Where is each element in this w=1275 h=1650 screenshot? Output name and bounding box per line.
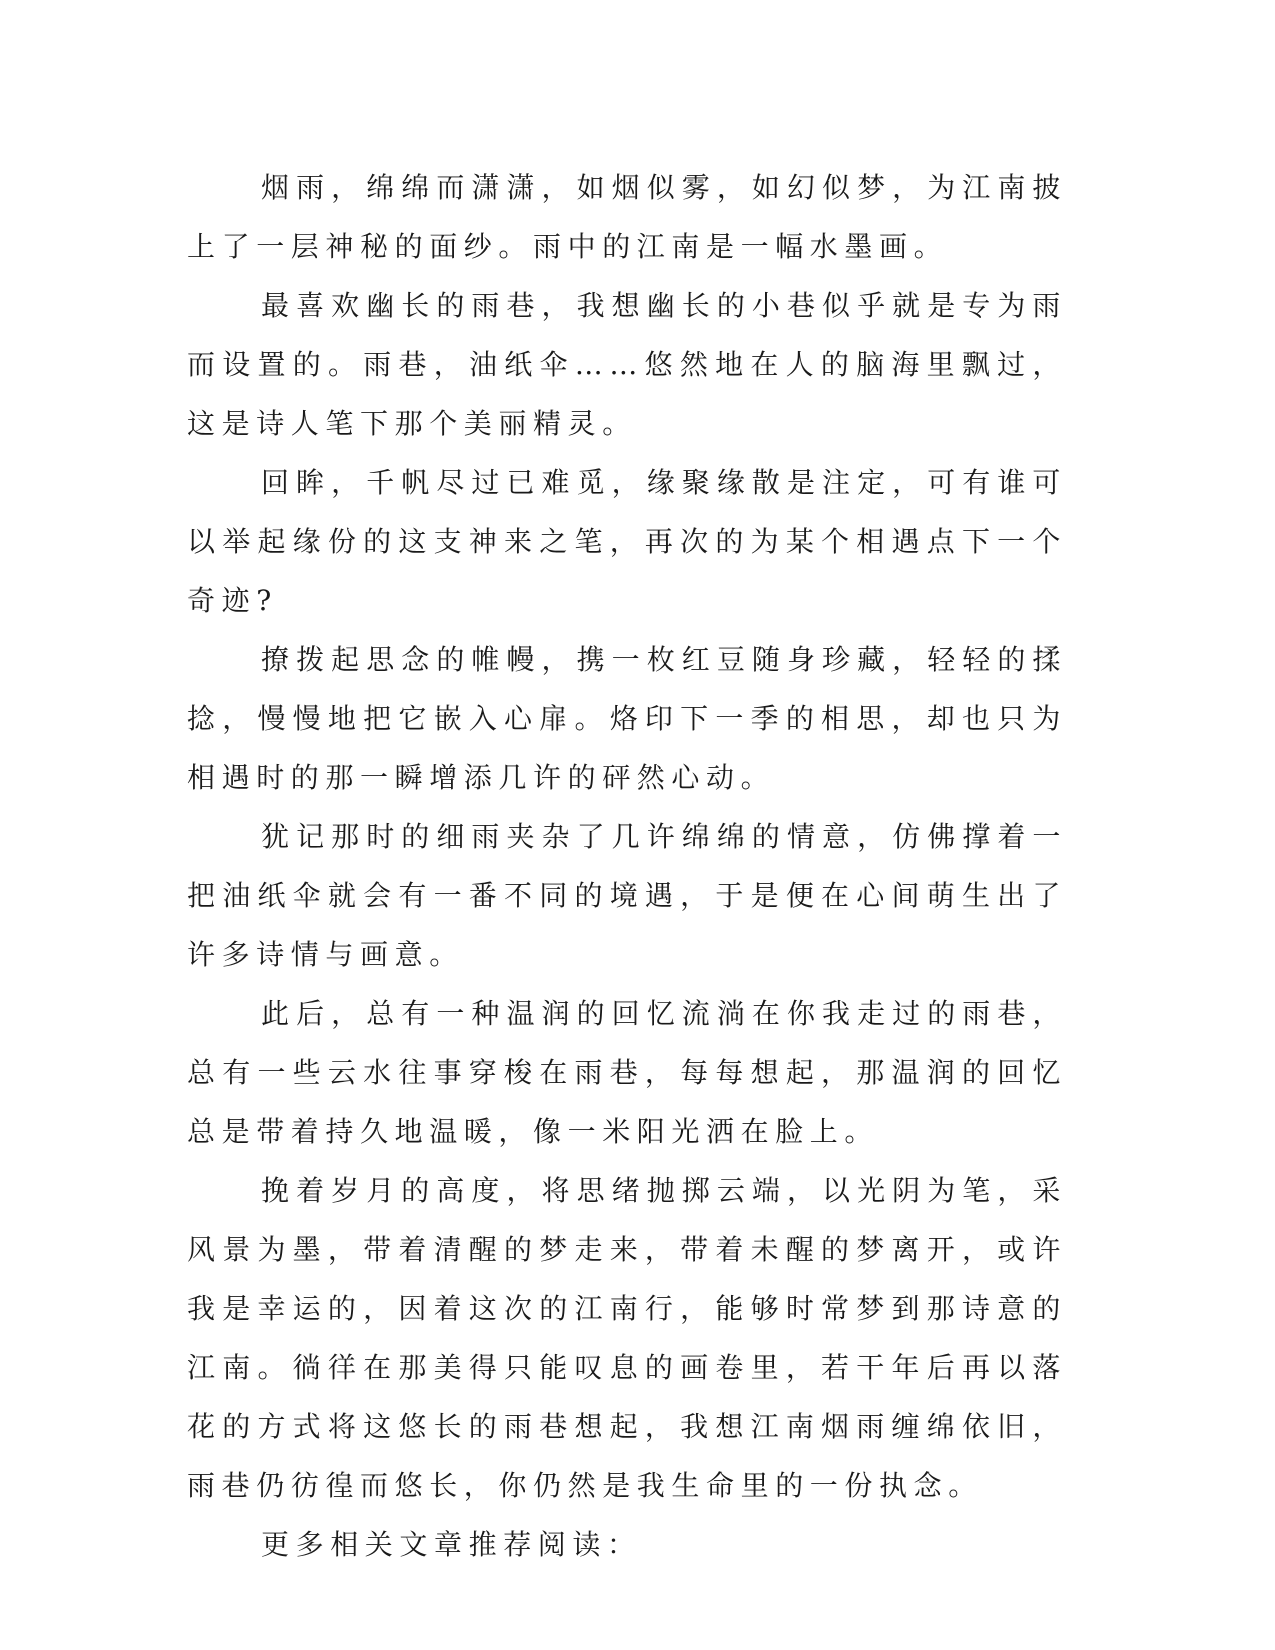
- article-body: [187, 158, 1067, 1574]
- paragraph-2: 最喜欢幽长的雨巷，我想幽长的小巷似乎就是专为雨而设置的。雨巷，油纸伞……悠然地在人的脑海里飘过，这是诗人笔下那个美丽精灵。: [187, 289, 1067, 440]
- paragraph-7: 挽着岁月的高度，将思绪抛掷云端，以光阴为笔，采风景为墨，带着清醒的梦走来，带着未醒的梦离开，或许我是幸运的，因着这次的江南行，能够时常梦到那诗意的江南。徜徉在那美得只能叹息的画卷里，若干年后再以落花的方式将这悠长的雨巷想起，我想江南烟雨缠绵依旧，雨巷仍彷徨而悠长，你仍然是我生命里的一份执念。: [187, 1174, 1067, 1502]
- related-articles-heading: 更多相关文章推荐阅读：: [261, 1528, 642, 1561]
- paragraph-3: 回眸，千帆尽过已难觅，缘聚缘散是注定，可有谁可以举起缘份的这支神来之笔，再次的为某个相遇点下一个奇迹?: [187, 466, 1067, 617]
- paragraph-6: 此后，总有一种温润的回忆流淌在你我走过的雨巷，总有一些云水往事穿梭在雨巷，每每想起，那温润的回忆总是带着持久地温暖，像一米阳光洒在脸上。: [187, 997, 1067, 1148]
- paragraph-1: 烟雨，绵绵而潇潇，如烟似雾，如幻似梦，为江南披上了一层神秘的面纱。雨中的江南是一幅水墨画。: [187, 171, 1067, 263]
- paragraph-4: 撩拨起思念的帷幔，携一枚红豆随身珍藏，轻轻的揉捻，慢慢地把它嵌入心扉。烙印下一季的相思，却也只为相遇时的那一瞬增添几许的砰然心动。: [187, 643, 1067, 794]
- paragraph-5: 犹记那时的细雨夹杂了几许绵绵的情意，仿佛撑着一把油纸伞就会有一番不同的境遇，于是便在心间萌生出了许多诗情与画意。: [187, 820, 1067, 971]
